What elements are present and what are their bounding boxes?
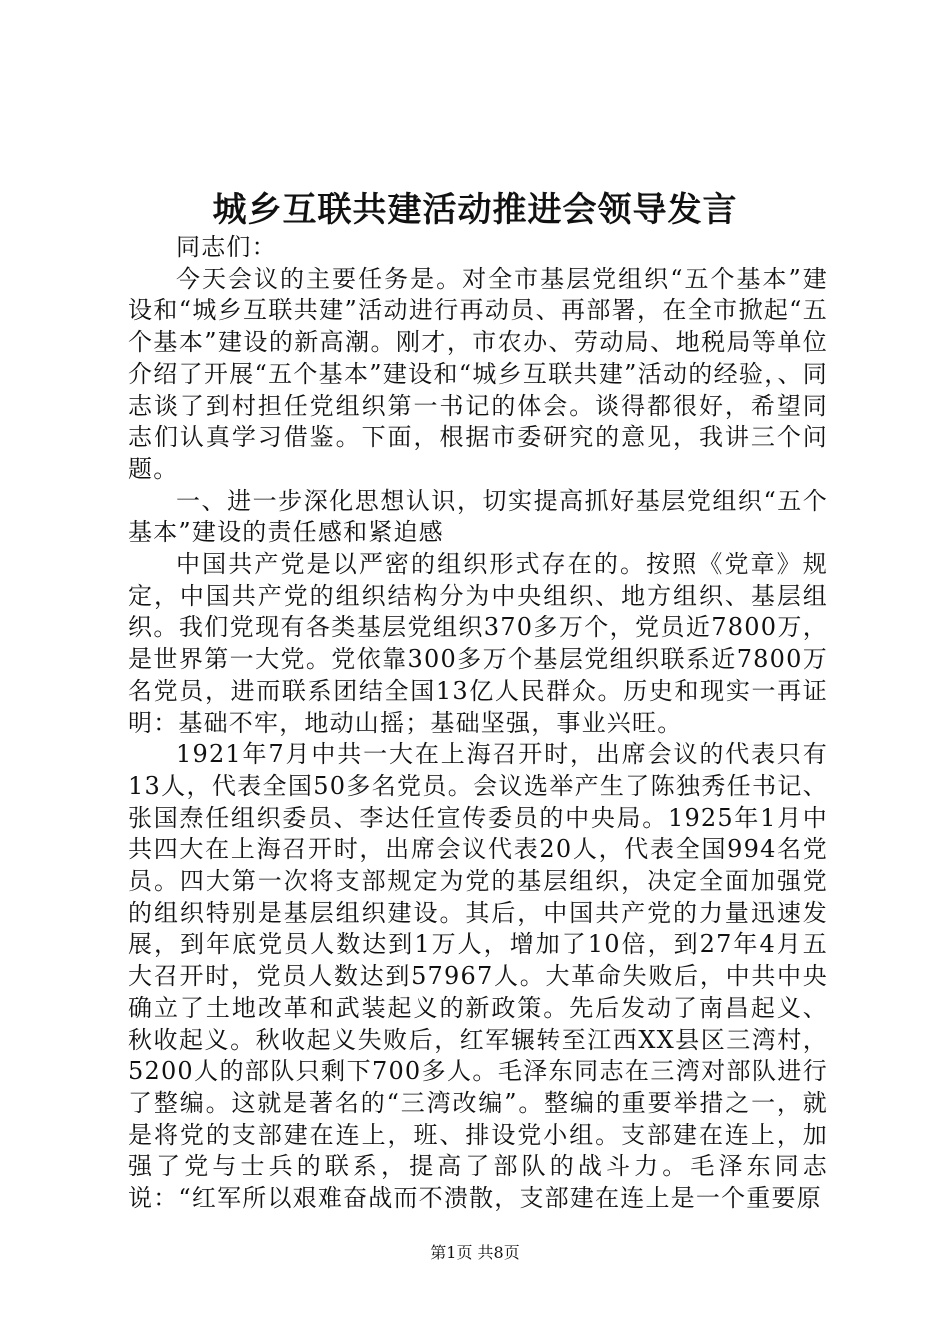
paragraph-party-structure: 中国共产党是以严密的组织形式存在的。按照《党章》规定，中国共产党的组织结构分为中央组织、地方组织、基层组织。我们党现有各类基层党组织370多万个，党员近7800万，是世界第一大党。党依靠300多万个基层党组织联系近7800万名党员，进而联系团结全国13亿人民群众。历史和现实一再证明：基础不牢，地动山摇；基础坚强，事业兴旺。 bbox=[128, 550, 828, 737]
salutation: 同志们： bbox=[176, 233, 277, 261]
section-heading-1: 一、进一步深化思想认识，切实提高抓好基层党组织“五个基本”建设的责任感和紧迫感 bbox=[128, 486, 828, 547]
page-number-footer: 第1页 共8页 bbox=[430, 1243, 520, 1262]
document-body bbox=[128, 232, 828, 1215]
document-title: 城乡互联共建活动推进会领导发言 bbox=[212, 190, 738, 230]
paragraph-intro: 今天会议的主要任务是。对全市基层党组织“五个基本”建设和“城乡互联共建”活动进行再动员、再部署，在全市掀起“五个基本”建设的新高潮。刚才，市农办、劳动局、地税局等单位介绍了开展“五个基本”建设和“城乡互联共建”活动的经验，、同志谈了到村担任党组织第一书记的体会。谈得都很好，希望同志们认真学习借鉴。下面，根据市委研究的意见，我讲三个问题。 bbox=[128, 264, 828, 483]
paragraph-history: 1921年7月中共一大在上海召开时，出席会议的代表只有13人，代表全国50多名党员。会议选举产生了陈独秀任书记、张国焘任组织委员、李达任宣传委员的中央局。1925年1月中共四大在上海召开时，出席会议代表20人，代表全国994名党员。四大第一次将支部规定为党的基层组织，决定全面加强党的组织特别是基层组织建设。其后，中国共产党的力量迅速发展，到年底党员人数达到1万人，增加了10倍，到27年4月五大召开时，党员人数达到57967人。大革命失败后，中共中央确立了土地改革和武装起义的新政策。先后发动了南昌起义、秋收起义。秋收起义失败后，红军辗转至江西XX县区三湾村，5200人的部队只剩下700多人。毛泽东同志在三湾对部队进行了整编。这就是著名的“三湾改编”。整编的重要举措之一，就是将党的支部建在连上，班、排设党小组。支部建在连上，加强了党与士兵的联系，提高了部队的战斗力。毛泽东同志说：“红军所以艰难奋战而不溃散，支部建在连上是一个重要原 bbox=[128, 740, 828, 1213]
